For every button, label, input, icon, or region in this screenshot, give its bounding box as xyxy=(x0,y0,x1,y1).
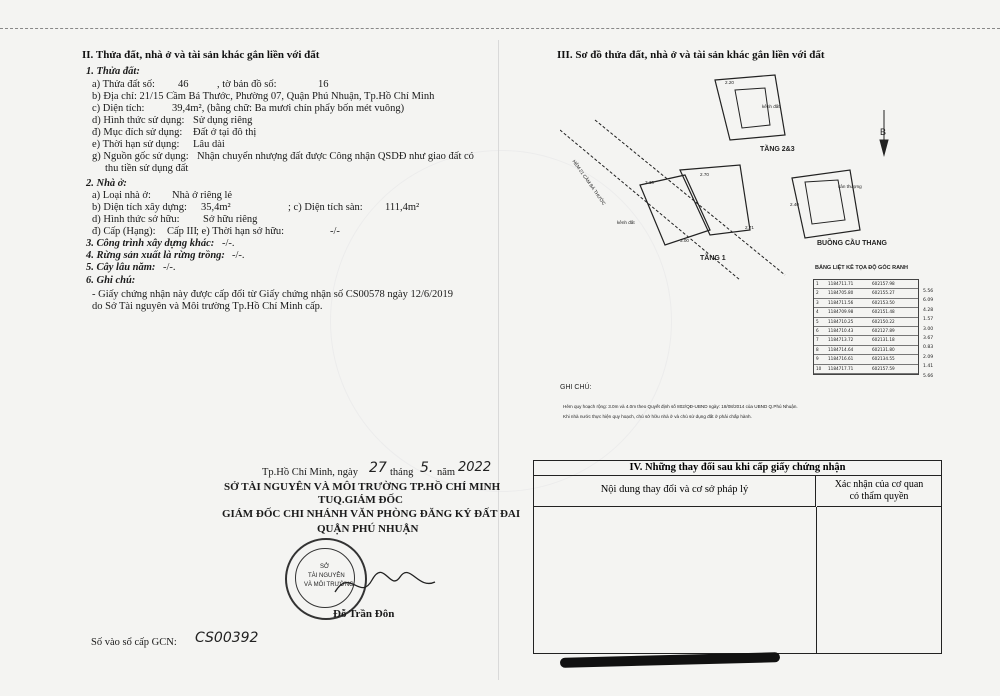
coord-cell: 602131.80 xyxy=(872,346,895,352)
sign-title: GIÁM ĐỐC CHI NHÁNH VĂN PHÒNG ĐĂNG KÝ ĐẤT ĐAI xyxy=(222,508,521,520)
note-line-2: do Sở Tài nguyên và Môi trường Tp.Hồ Chí Minh cấp. xyxy=(92,301,323,312)
coord-row xyxy=(814,299,918,308)
coord-cell: 6 xyxy=(816,327,819,333)
item6-label: 6. Ghi chú: xyxy=(86,275,136,286)
coord-cell: 602157.98 xyxy=(872,281,895,286)
coord-distance: 3.00 xyxy=(923,326,934,332)
coord-cell: 602127.89 xyxy=(872,327,895,333)
coord-distance: 1.57 xyxy=(923,317,934,323)
coord-cell: 7 xyxy=(816,337,819,343)
land-term-label: e) Thời hạn sử dụng: xyxy=(92,139,180,150)
coord-cell: 5 xyxy=(816,318,819,324)
house-grade-label: đ) Cấp (Hạng): xyxy=(92,226,156,237)
house-term-label: ; e) Thời hạn sở hữu: xyxy=(196,226,285,237)
land-origin-value-2: thu tiền sử dụng đất xyxy=(105,163,189,174)
stair-label: BUỒNG CẦU THANG xyxy=(817,240,887,247)
coord-cell: 602153.50 xyxy=(872,299,895,305)
note-line-1: - Giấy chứng nhận này được cấp đổi từ Giấy chứng nhận số CS00578 ngày 12/6/2019 xyxy=(92,289,454,300)
coord-cell: 1184716.61 xyxy=(828,356,854,362)
register-label: Số vào sổ cấp GCN: xyxy=(91,637,177,648)
coord-cell: 4 xyxy=(816,309,819,315)
house-grade-value: Cấp III xyxy=(167,226,198,237)
notes-title: GHI CHÚ: xyxy=(560,384,592,391)
sign-district: QUẬN PHÚ NHUẬN xyxy=(317,523,419,535)
coord-distance: 0.83 xyxy=(923,345,934,351)
coord-distance: 3.67 xyxy=(923,336,934,341)
land-heading: 1. Thửa đất: xyxy=(86,66,140,77)
changes-col-authority xyxy=(817,475,941,507)
dim-220: 2.20 xyxy=(725,80,734,85)
item5-value: -/-. xyxy=(163,262,176,273)
dim-271: 2.71 xyxy=(745,225,754,230)
house-heading: 2. Nhà ở: xyxy=(86,178,127,189)
house-ownership-label: d) Hình thức sở hữu: xyxy=(92,214,180,225)
item4-label: 4. Rừng sản xuất là rừng trồng: xyxy=(86,250,225,261)
item3-label: 3. Công trình xây dựng khác: xyxy=(86,238,215,249)
section-2-title: II. Thửa đất, nhà ở và tài sản khác gắn liền với đất xyxy=(82,49,320,61)
coord-cell: 1184714.64 xyxy=(828,346,854,352)
house-built-area-label: b) Diện tích xây dựng: xyxy=(92,202,187,213)
date-prefix: Tp.Hồ Chí Minh, ngày xyxy=(262,467,358,478)
coord-cell: 10 xyxy=(816,365,822,371)
dim-300: 3.00 xyxy=(680,238,689,243)
coord-distance: 1.41 xyxy=(923,364,934,370)
land-purpose-label: đ) Mục đích sử dụng: xyxy=(92,127,183,138)
coord-row xyxy=(814,355,918,364)
date-year: 2022 xyxy=(458,460,492,475)
coord-cell: 602155.27 xyxy=(872,290,895,296)
north-label: B xyxy=(880,127,887,137)
coord-table-title: BẢNG LIỆT KÊ TỌA ĐỘ GÓC RANH xyxy=(815,265,908,271)
house-floor-area-value: 111,4m² xyxy=(385,202,420,213)
stamp-text-3: VÀ MÔI TRƯỜNG xyxy=(304,582,354,588)
date-year-label: năm xyxy=(437,467,456,478)
coord-cell: 8 xyxy=(816,346,819,352)
coord-cell: 602157.59 xyxy=(872,365,895,371)
changes-col-authority-1: Xác nhận của cơ quan xyxy=(834,479,924,490)
label-kenh: kênh đất xyxy=(617,220,635,225)
coord-cell: 602150.22 xyxy=(872,318,895,324)
coord-distance: 5.66 xyxy=(923,373,934,379)
map-note-2: Khi nhà nước thực hiện quy hoạch, chủ sở hữu nhà ở và chủ sử dụng đất ở phải chấp hành. xyxy=(563,414,752,419)
land-sheet-label: , tờ bản đồ số: xyxy=(217,79,277,90)
coord-table xyxy=(813,279,919,375)
floor-23-label: TẦNG 2&3 xyxy=(760,146,795,153)
land-sheet-value: 16 xyxy=(318,79,329,90)
item3-value: -/-. xyxy=(222,238,235,249)
label-san-thuong: sân thượng xyxy=(838,184,862,189)
coord-row xyxy=(814,318,918,327)
date-month: 5. xyxy=(420,460,434,476)
coord-cell: 602131.18 xyxy=(872,337,895,343)
changes-table-divider xyxy=(816,507,817,653)
register-value: CS00392 xyxy=(195,630,259,646)
coord-row xyxy=(814,327,918,336)
coord-row xyxy=(814,365,918,374)
house-ownership-value: Sở hữu riêng xyxy=(203,214,258,225)
dim-240: 2.40 xyxy=(790,202,799,207)
coord-cell: 1 xyxy=(816,281,819,286)
coord-cell: 1184705.80 xyxy=(828,290,854,296)
coord-cell: 3 xyxy=(816,299,819,305)
coord-cell: 1184709.98 xyxy=(828,309,854,315)
house-type-label: a) Loại nhà ở: xyxy=(92,190,151,201)
date-day: 27 xyxy=(369,460,387,476)
sign-authority: TUQ.GIÁM ĐỐC xyxy=(318,494,403,506)
land-use-form-value: Sử dụng riêng xyxy=(193,115,253,126)
coord-cell: 1184710.43 xyxy=(828,327,854,333)
coord-cell: 1184717.71 xyxy=(828,365,854,371)
changes-col-authority-2: có thẩm quyền xyxy=(849,491,909,502)
coord-cell: 2 xyxy=(816,290,819,296)
sign-dept: SỞ TÀI NGUYÊN VÀ MÔI TRƯỜNG TP.HỒ CHÍ MINH xyxy=(224,481,501,493)
item4-value: -/-. xyxy=(232,250,245,261)
changes-col-content: Nội dung thay đổi và cơ sở pháp lý xyxy=(534,475,816,507)
coord-row xyxy=(814,280,918,289)
label-kenh-2: kênh đất xyxy=(762,104,780,109)
house-term-value: -/- xyxy=(330,226,340,237)
land-address: b) Địa chỉ: 21/15 Cầm Bá Thước, Phường 07, Quận Phú Nhuận, Tp.Hồ Chí Minh xyxy=(92,91,435,102)
land-use-form-label: d) Hình thức sử dụng: xyxy=(92,115,185,126)
date-month-label: tháng xyxy=(390,467,414,478)
item5-label: 5. Cây lâu năm: xyxy=(86,262,156,273)
dim-270: 2.70 xyxy=(700,172,709,177)
coord-cell: 9 xyxy=(816,356,819,362)
coord-distance: 5.56 xyxy=(923,289,934,294)
stamp-text-1: SỞ xyxy=(320,564,330,570)
land-area-value: 39,4m², (bằng chữ: Ba mươi chín phẩy bốn mét vuông) xyxy=(172,103,405,114)
changes-table-title: IV. Những thay đổi sau khi cấp giấy chứng nhận xyxy=(534,461,941,476)
house-type-value: Nhà ở riêng lẻ xyxy=(172,190,233,201)
changes-table xyxy=(533,460,942,654)
coord-distance: 2.09 xyxy=(923,354,934,360)
signer-name: Đỗ Trần Đôn xyxy=(333,608,395,620)
coord-cell: 1184710.25 xyxy=(828,318,854,324)
land-origin-value: Nhận chuyển nhượng đất được Công nhận QSDĐ như giao đất có xyxy=(197,151,474,162)
coord-cell: 602151.48 xyxy=(872,309,895,315)
coord-row xyxy=(814,308,918,317)
coord-cell: 1184711.56 xyxy=(828,299,854,305)
coord-row xyxy=(814,289,918,298)
coord-row xyxy=(814,336,918,345)
coord-distance: 6.09 xyxy=(923,298,934,304)
label-hem: HẺM 21 CẦM BÁ THƯỚC xyxy=(571,158,607,207)
map-note-1: Hẻm quy hoạch rộng: 3.0m và 4.0m theo Quyết định số 802/QĐ-UBND ngày: 18/08/2014 của UBND Q.Phú Nhuận. xyxy=(563,404,798,409)
land-origin-label: g) Nguồn gốc sử dụng: xyxy=(92,151,189,162)
land-parcel-label: a) Thửa đất số: xyxy=(92,79,155,90)
coord-cell: 602134.55 xyxy=(872,356,895,362)
dim-330: 3.30 xyxy=(645,180,654,185)
section-3-title: III. Sơ đồ thửa đất, nhà ở và tài sản khác gắn liền với đất xyxy=(557,49,825,61)
floor-1-label: TẦNG 1 xyxy=(700,255,726,262)
land-term-value: Lâu dài xyxy=(193,139,225,150)
house-built-area-value: 35,4m² xyxy=(201,202,231,213)
coord-distance: 4.28 xyxy=(923,307,934,313)
house-floor-area-label: ; c) Diện tích sàn: xyxy=(288,202,363,213)
coord-cell: 1184711.71 xyxy=(828,281,854,286)
land-area-label: c) Diện tích: xyxy=(92,103,145,114)
land-parcel-value: 46 xyxy=(178,79,189,90)
stamp-text-2: TÀI NGUYÊN xyxy=(308,573,345,579)
coord-cell: 1184713.72 xyxy=(828,337,854,343)
land-plot-diagram xyxy=(560,70,940,280)
land-purpose-value: Đất ở tại đô thị xyxy=(193,127,257,138)
coord-row xyxy=(814,346,918,355)
